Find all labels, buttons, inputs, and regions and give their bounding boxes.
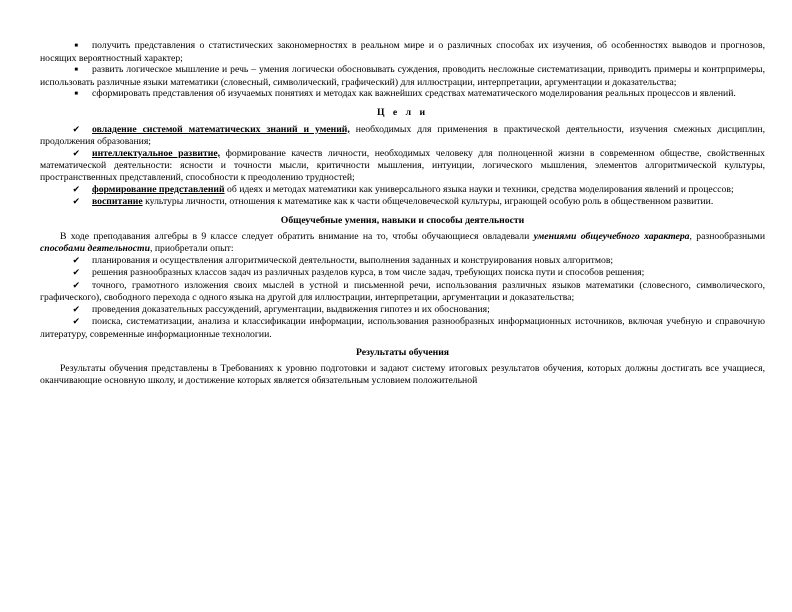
list-item: ✔ точного, грамотного изложения своих мыслей в устной и письменной речи, использования различных языков математики (словесного, символического, графического), свободного перехода с одного языка на другой для иллюстрации, интерпретации, аргументации и доказательства; (40, 279, 765, 304)
list-item: ■ развить логическое мышление и речь – умения логически обосновывать суждения, проводить несложные систематизации, приводить примеры и контрпримеры, использовать различные языки математики (словесный, символический, графический) для иллюстрации, интерпретации, аргументации и доказательства; (40, 64, 765, 88)
results-heading: Результаты обучения (355, 346, 450, 358)
checkmark-icon: ✔ (72, 197, 80, 208)
square-bullet-icon: ■ (74, 67, 78, 74)
checkmark-icon: ✔ (72, 184, 80, 195)
list-item: ✔ интеллектуальное развитие, формирование качеств личности, необходимых человеку для полноценной жизни в современном обществе, свойственных математической деятельности: ясности и точности мысли, критичности мышления, интуиции, логического мышления, элементов алгоритмической культуры, пространственных представлений, способности к преодолению трудностей; (40, 147, 765, 183)
document-page (40, 40, 765, 386)
checkmark-icon: ✔ (72, 148, 80, 159)
goals-heading: Ц е л и (376, 106, 429, 118)
list-item: ✔ поиска, систематизации, анализа и классификации информации, использования разнообразных информационных источников, включая учебную и справочную литературу, современные информационные технологии. (40, 316, 765, 341)
square-bullet-icon: ■ (74, 43, 78, 49)
checkmark-icon: ✔ (72, 268, 80, 279)
checkmark-icon: ✔ (72, 280, 80, 291)
list-item: ■ получить представления о статистических закономерностях в реальном мире и о различных способах их изучения, об особенностях выводов и прогнозов, носящих вероятностный характер; (40, 40, 765, 64)
list-item: ✔ воспитание культуры личности, отношения к математике как к части общечеловеческой культуры, играющей особую роль в общественном развитии. (40, 196, 765, 209)
skills-intro-paragraph: В ходе преподавания алгебры в 9 классе следует обратить внимание на то, чтобы обучающиеся овладевали умениями общеучебного характера, разнообразными способами деятельности, приобретали опыт: (40, 231, 765, 254)
skills-heading: Общеучебные умения, навыки и способы деятельности (280, 214, 525, 226)
list-item: ✔ формирование представлений об идеях и методах математики как универсального языка науки и техники, средства моделирования явлений и процессов; (40, 184, 765, 197)
list-item: ✔ овладение системой математических знаний и умений, необходимых для применения в практической деятельности, изучения смежных дисциплин, продолжения образования; (40, 123, 765, 148)
list-item: ✔ планирования и осуществления алгоритмической деятельности, выполнения заданных и конструирования новых алгоритмов; (40, 255, 765, 268)
list-item: ✔ решения разнообразных классов задач из различных разделов курса, в том числе задач, требующих поиска пути и способов решения; (40, 267, 765, 280)
square-bullet-icon: ■ (74, 91, 78, 98)
checkmark-icon: ✔ (72, 124, 80, 135)
list-item: ■ сформировать представления об изучаемых понятиях и методах как важнейших средствах математического моделирования реальных процессов и явлений. (40, 88, 765, 101)
list-item: ✔ проведения доказательных рассуждений, аргументации, выдвижения гипотез и их обоснования; (40, 304, 765, 317)
checkmark-icon: ✔ (72, 317, 80, 328)
checkmark-icon: ✔ (72, 304, 80, 315)
results-paragraph: Результаты обучения представлены в Требованиях к уровню подготовки и задают систему итоговых результатов обучения, которых должны достигать все учащиеся, оканчивающие основную школу, и достижение которых является обязательным условием положительной (40, 363, 765, 386)
checkmark-icon: ✔ (72, 255, 80, 266)
